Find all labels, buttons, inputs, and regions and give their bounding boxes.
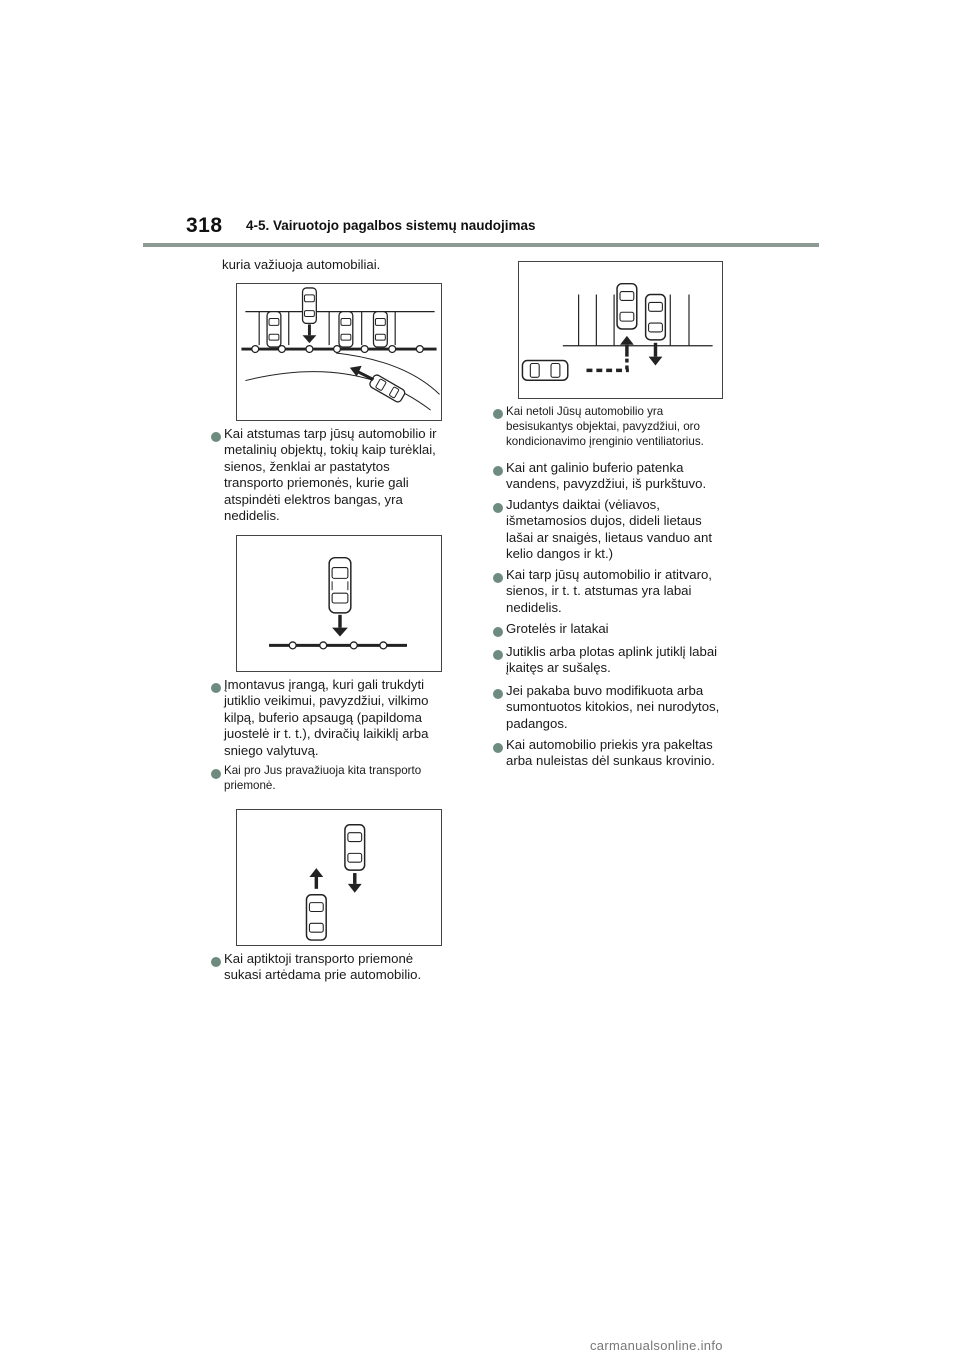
figure-turning-vehicle — [518, 261, 723, 399]
bullet — [493, 503, 503, 513]
header-rule — [143, 243, 819, 247]
page-number: 318 — [186, 214, 223, 237]
figure-passing-vehicle — [236, 809, 442, 946]
list-item: Grotelės ir latakai — [506, 621, 609, 636]
bullet — [493, 409, 503, 419]
watermark: carmanualsonline.info — [590, 1338, 723, 1353]
bullet — [211, 683, 221, 693]
list-item: Jutiklis arba plotas aplink jutiklį labai įkaitęs ar sušalęs. — [506, 644, 718, 676]
bullet — [211, 957, 221, 967]
section-title: 4-5. Vairuotojo pagalbos sistemų naudojimas — [246, 218, 536, 233]
bullet — [493, 689, 503, 699]
list-item: Kai netoli Jūsų automobilio yra besisukantys objektai, pavyzdžiui, oro kondicionavimo įrenginio ventiliatorius. — [506, 405, 704, 448]
intro-text: kuria važiuoja automobiliai. — [222, 257, 381, 272]
figure-parking-guardrail — [236, 283, 442, 421]
parking-guardrail-illustration — [237, 284, 441, 420]
list-item: Kai atstumas tarp jūsų automobilio ir metalinių objektų, tokių kaip turėklai, sienos, ženklai ar pastatytos transporto priemonės, kurie gali atspindėti elektros bangas, yra nedidelis. — [224, 426, 437, 524]
bullet — [493, 627, 503, 637]
car-railing-illustration — [237, 536, 441, 671]
bullet — [493, 573, 503, 583]
bullet — [211, 769, 221, 779]
list-item: Kai ant galinio buferio patenka vandens, pavyzdžiui, iš purkštuvo. — [506, 460, 707, 492]
bullet — [211, 432, 221, 442]
bullet — [493, 466, 503, 476]
list-item: Įmontavus įrangą, kuri gali trukdyti jutiklio veikimui, pavyzdžiui, vilkimo kilpą, buferio apsaugą (papildoma juostelė ir t. t.), dviračių laikiklį arba sniego valytuvą. — [224, 677, 429, 758]
list-item: Kai aptiktoji transporto priemonė sukasi artėdama prie automobilio. — [224, 951, 422, 983]
list-item: Jei pakaba buvo modifikuota arba sumontuotos kitokios, nei nurodytos, padangos. — [506, 683, 720, 731]
passing-vehicle-illustration — [237, 810, 441, 945]
figure-car-railing — [236, 535, 442, 672]
list-item: Judantys daiktai (vėliavos, išmetamosios dujos, dideli lietaus lašai ar snaigės, lietaus vanduo ant kelio dangos ir kt.) — [506, 497, 713, 562]
bullet — [493, 650, 503, 660]
list-item: Kai automobilio priekis yra pakeltas arba nuleistas dėl sunkaus krovinio. — [506, 737, 715, 769]
turning-vehicle-illustration — [519, 262, 722, 398]
bullet — [493, 743, 503, 753]
list-item: Kai pro Jus pravažiuoja kita transporto priemonė. — [224, 764, 422, 792]
list-item: Kai tarp jūsų automobilio ir atitvaro, sienos, ir t. t. atstumas yra labai nedidelis. — [506, 567, 712, 615]
